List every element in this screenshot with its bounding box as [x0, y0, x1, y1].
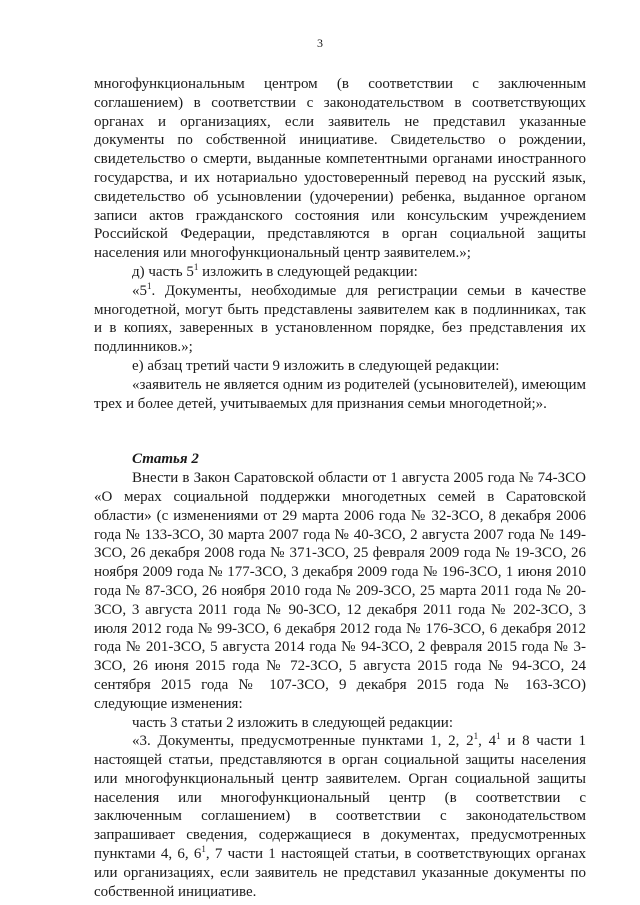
amendment-item-e-quote: «заявитель не является одним из родителей (усыновителей), имеющим трех и более детей, учитываемых для признания семьи многодетной;».: [94, 376, 586, 412]
article-quote-superscript-3: 1: [201, 844, 206, 855]
amendment-item-d-superscript: 1: [193, 261, 199, 272]
amendment-item-d-quote: [94, 282, 586, 357]
article-change-intro: часть 3 статьи 2 изложить в следующей редакции:: [132, 714, 453, 731]
article-quote-part-4: , 7 части 1 настоящей статьи, в соответствующих органах или организациях, если заявитель не представил указанные документы по собственной инициативе.: [94, 846, 586, 900]
amendment-item-e: е) абзац третий части 9 изложить в следующей редакции:: [132, 357, 500, 374]
article-quote-part-1: «3. Документы, предусмотренные пунктами 1, 2, 2: [132, 733, 474, 750]
article-heading: Статья 2: [132, 451, 199, 468]
article-quote: [94, 732, 586, 901]
paragraph-continuation: многофункциональным центром (в соответствии с заключенным соглашением) в соответствии с законодательством в соответствующих органах и организациях, если заявитель не представил указанные документы по собственной инициативе. Свидетельство о рождении, свидетельство о смерти, выданные компетентными органами иностранного государства, и их нотариально удостоверенный перевод на русский язык, свидетельство об усыновлении (удочерении) ребенка, выданное органом записи актов гражданского состояния или консульским учреждением Российской Федерации, представляются в орган социальной защиты населения или многофункциональный центр заявителем.»;: [94, 76, 586, 262]
section-spacer: [94, 413, 586, 450]
document-body: [94, 75, 586, 901]
article-quote-part-3: и 8 части 1 настоящей статьи, представляются в орган социальной защиты населения или многофункциональный центр заявителем. Орган социальной защиты населения или многофункциональный центр (в соответствии с заключенным соглашением) в соответствии с законодательством запрашивает сведения, содержащиеся в документах, предусмотренных пунктами 4, 6, 6: [94, 733, 586, 863]
quote-superscript: 1: [147, 280, 152, 291]
quote-prefix: «5: [132, 282, 147, 299]
article-quote-superscript-2: 1: [496, 731, 501, 742]
amendment-item-d-suffix: изложить в следующей редакции:: [198, 263, 418, 280]
article-quote-superscript-1: 1: [473, 731, 479, 742]
article-body: Внести в Закон Саратовской области от 1 августа 2005 года № 74-ЗСО «О мерах социальной поддержки многодетных семей в Саратовской области» (с изменениями от 29 марта 2006 года № 32-ЗСО, 8 декабря 2006 года № 133-ЗСО, 30 марта 2007 года № 40-ЗСО, 2 августа 2007 года № 149-ЗСО, 26 декабря 2008 года № 371-ЗСО, 25 февраля 2009 года № 19-ЗСО, 26 ноября 2009 года № 177-ЗСО, 3 декабря 2009 года № 196-ЗСО, 1 июня 2010 года № 87-ЗСО, 26 ноября 2010 года № 209-ЗСО, 25 марта 2011 года № 20-ЗСО, 3 августа 2011 года № 90-ЗСО, 12 декабря 2011 года № 202-ЗСО, 3 июля 2012 года № 99-ЗСО, 6 декабря 2012 года № 176-ЗСО, 6 декабря 2012 года № 201-ЗСО, 5 августа 2014 года № 94-ЗСО, 2 февраля 2015 года № 3-ЗСО, 26 июня 2015 года № 72-ЗСО, 5 августа 2015 года № 94-ЗСО, 24 сентября 2015 года № 107-ЗСО, 9 декабря 2015 года № 163-ЗСО) следующие изменения:: [94, 470, 586, 712]
amendment-item-d: [94, 263, 586, 282]
page-number: 3: [317, 36, 323, 50]
article-quote-part-2: , 4: [478, 733, 497, 750]
amendment-item-d-prefix: д) часть 5: [132, 263, 194, 280]
quote-body: . Документы, необходимые для регистрации семьи в качестве многодетной, могут быть представлены заявителем как в подлинниках, так и в копиях, заверенных в установленном порядке, без представления их подлинников.»;: [94, 282, 586, 356]
